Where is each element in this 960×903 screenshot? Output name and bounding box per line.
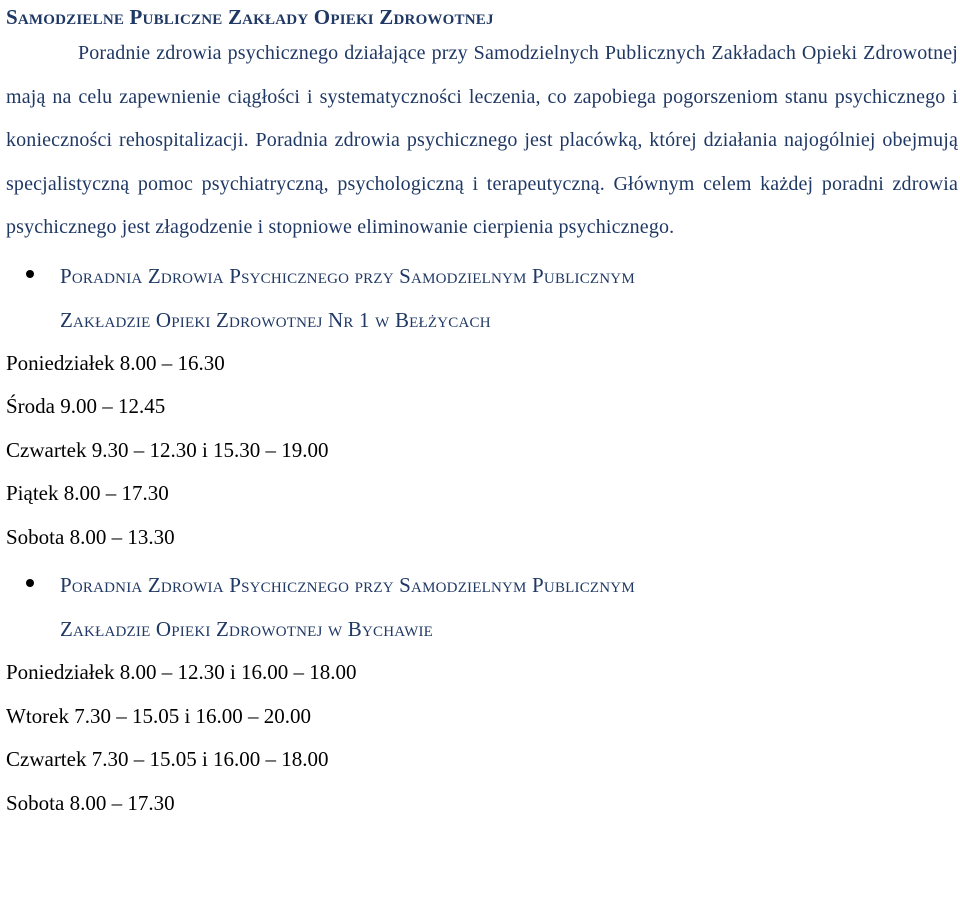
clinic-title [60, 254, 635, 342]
clinic-title-line: Zakładzie Opieki Zdrowotnej w Bychawie [60, 617, 433, 641]
hours-item: Czwartek 7.30 – 15.05 i 16.00 – 18.00 [6, 747, 329, 771]
bullet-icon [26, 270, 34, 278]
clinic-section-bychawa [6, 563, 960, 825]
clinic-title-line: Poradnia Zdrowia Psychicznego przy Samodzielnym Publicznym [60, 573, 635, 597]
clinic-title [60, 563, 635, 651]
document-page [6, 0, 960, 825]
hours-item: Środa 9.00 – 12.45 [6, 394, 166, 418]
bullet-icon [26, 579, 34, 587]
clinic-title-line: Zakładzie Opieki Zdrowotnej Nr 1 w Bełżycach [60, 307, 491, 332]
hours-item: Poniedziałek 8.00 – 12.30 i 16.00 – 18.00 [6, 660, 357, 684]
hours-item: Sobota 8.00 – 17.30 [6, 790, 175, 815]
opening-hours-list [6, 342, 960, 560]
opening-hours-list [6, 651, 960, 825]
hours-item: Czwartek 9.30 – 12.30 i 15.30 – 19.00 [6, 437, 329, 462]
hours-item: Wtorek 7.30 – 15.05 i 16.00 – 20.00 [6, 703, 312, 728]
intro-paragraph: Poradnie zdrowia psychicznego działające przy Samodzielnych Publicznych Zakładach Opieki Zdrowotnej mają na celu zapewnienie ciągłości i systematyczności leczenia, co zapobiega pogorszeniom stanu psychicznego i konieczności rehospitalizacji. Poradnia zdrowia psychicznego jest placówką, której działania najogólniej obejmują specjalistyczną pomoc psychiatryczną, psychologiczną i terapeutyczną. Głównym celem każdej poradni zdrowia psychicznego jest złagodzenie i stopniowe eliminowanie cierpienia psychicznego. [6, 42, 958, 238]
clinic-section-belzyce [6, 254, 960, 560]
hours-item: Poniedziałek 8.00 – 16.30 [6, 350, 225, 375]
clinic-title-line: Poradnia Zdrowia Psychicznego przy Samodzielnym Publicznym [60, 263, 635, 288]
document-heading: Samodzielne Publiczne Zakłady Opieki Zdrowotnej [6, 5, 494, 29]
clinic-heading [6, 563, 960, 651]
clinic-heading [6, 254, 960, 342]
hours-item: Sobota 8.00 – 13.30 [6, 524, 175, 549]
hours-item: Piątek 8.00 – 17.30 [6, 481, 169, 505]
